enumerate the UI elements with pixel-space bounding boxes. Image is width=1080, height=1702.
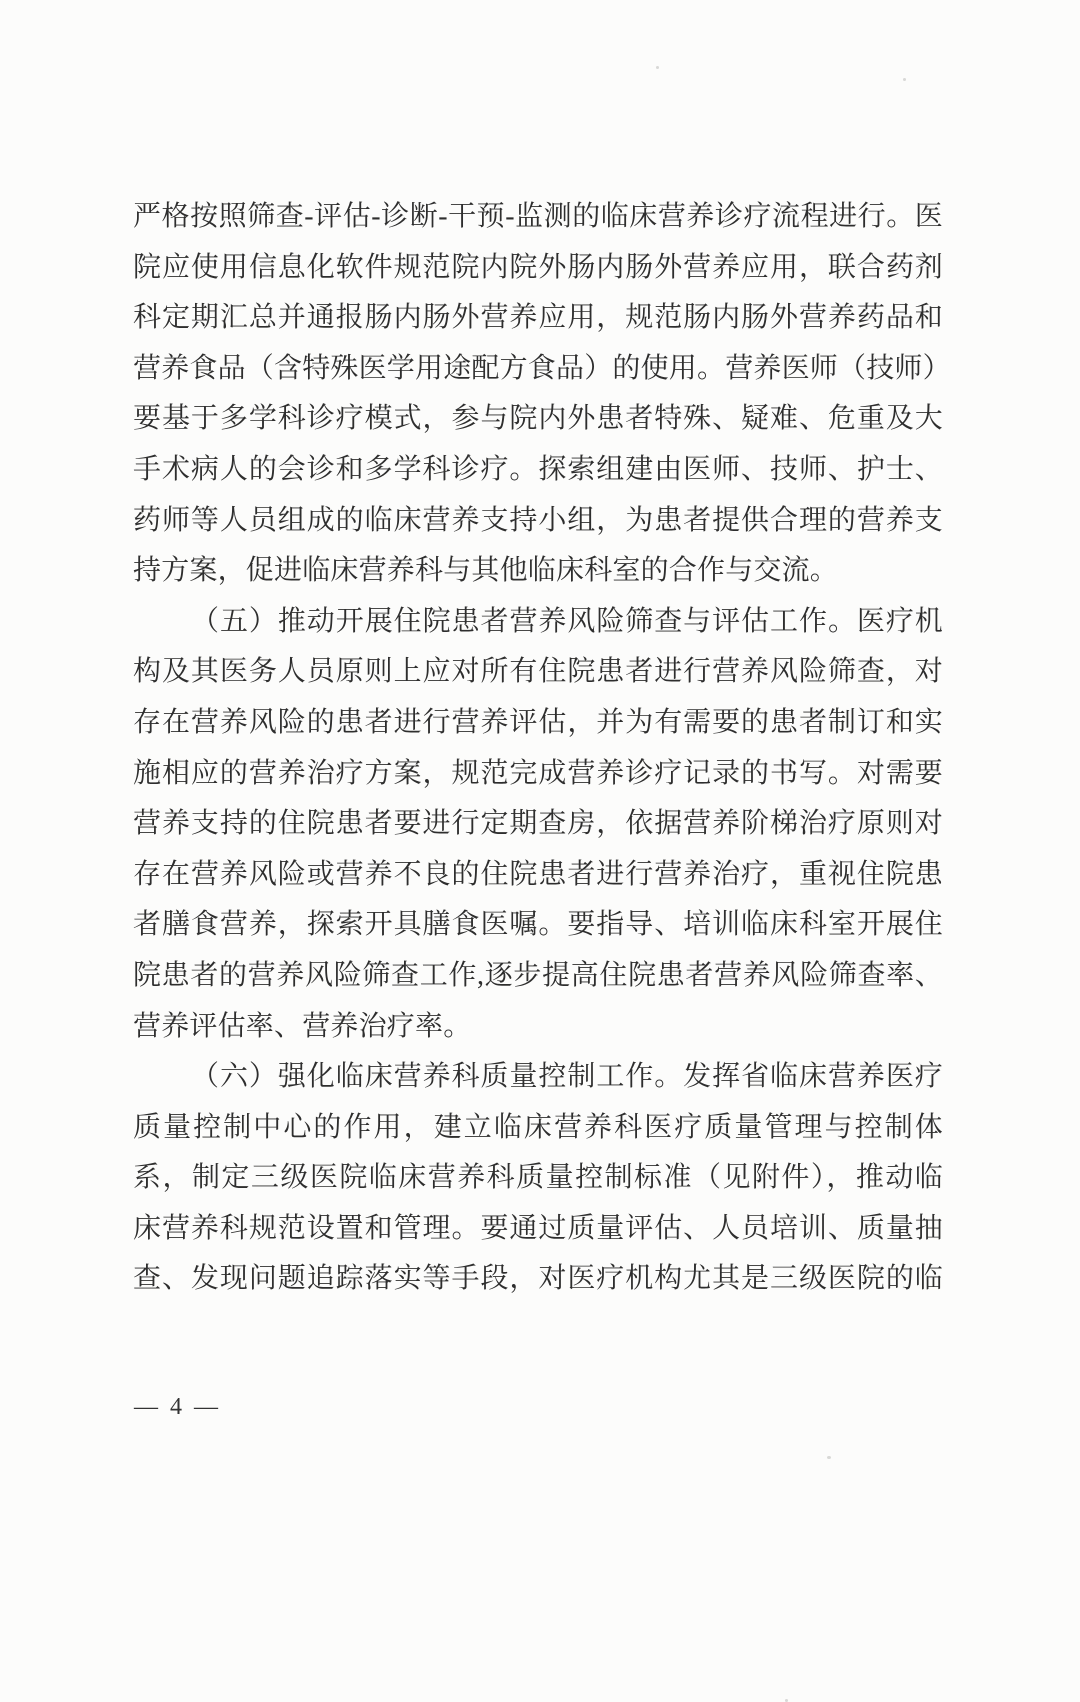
text-line: （六）强化临床营养科质量控制工作。发挥省临床营养医疗 <box>191 1061 943 1093</box>
text-line: 持方案，促进临床营养科与其他临床科室的合作与交流。 <box>133 555 839 587</box>
text-line: 药师等人员组成的临床营养支持小组，为患者提供合理的营养支 <box>133 504 943 536</box>
text-line: 手术病人的会诊和多学科诊疗。探索组建由医师、技师、护士、 <box>133 453 943 485</box>
text-line: 存在营养风险的患者进行营养评估，并为有需要的患者制订和实 <box>133 706 943 738</box>
text-line: 院患者的营养风险筛查工作,逐步提高住院患者营养风险筛查率、 <box>133 959 943 991</box>
text-line: 院应使用信息化软件规范院内院外肠内肠外营养应用，联合药剂 <box>133 251 943 283</box>
scan-speck <box>903 78 906 81</box>
text-line: 构及其医务人员原则上应对所有住院患者进行营养风险筛查，对 <box>133 656 943 688</box>
scan-speck <box>656 66 659 69</box>
text-line: 营养食品（含特殊医学用途配方食品）的使用。营养医师（技师） <box>133 352 951 384</box>
text-line: 施相应的营养治疗方案，规范完成营养诊疗记录的书写。对需要 <box>133 757 943 789</box>
paragraph-item-six <box>133 1052 943 1305</box>
text-line: 营养支持的住院患者要进行定期查房，依据营养阶梯治疗原则对 <box>133 808 943 840</box>
text-line: 科定期汇总并通报肠内肠外营养应用，规范肠内肠外营养药品和 <box>133 302 943 334</box>
paragraph-continued <box>133 192 951 597</box>
text-line: （五）推动开展住院患者营养风险筛查与评估工作。医疗机 <box>191 605 943 637</box>
text-line: 质量控制中心的作用，建立临床营养科医疗质量管理与控制体 <box>133 1111 943 1143</box>
text-line: 严格按照筛查-评估-诊断-干预-监测的临床营养诊疗流程进行。医 <box>133 201 943 232</box>
document-body <box>133 192 951 1305</box>
text-line: 存在营养风险或营养不良的住院患者进行营养治疗，重视住院患 <box>133 858 943 890</box>
text-line: 者膳食营养，探索开具膳食医嘱。要指导、培训临床科室开展住 <box>133 909 943 941</box>
text-line: 查、发现问题追踪落实等手段，对医疗机构尤其是三级医院的临 <box>133 1263 943 1295</box>
paragraph-item-five <box>133 597 943 1052</box>
page-number: — 4 — <box>134 1394 221 1420</box>
scan-speck <box>827 1456 831 1459</box>
text-line: 营养评估率、营养治疗率。 <box>133 1010 472 1042</box>
text-line: 系，制定三级医院临床营养科质量控制标准（见附件），推动临 <box>133 1162 943 1194</box>
text-line: 床营养科规范设置和管理。要通过质量评估、人员培训、质量抽 <box>133 1212 943 1244</box>
text-line: 要基于多学科诊疗模式，参与院内外患者特殊、疑难、危重及大 <box>133 403 943 435</box>
